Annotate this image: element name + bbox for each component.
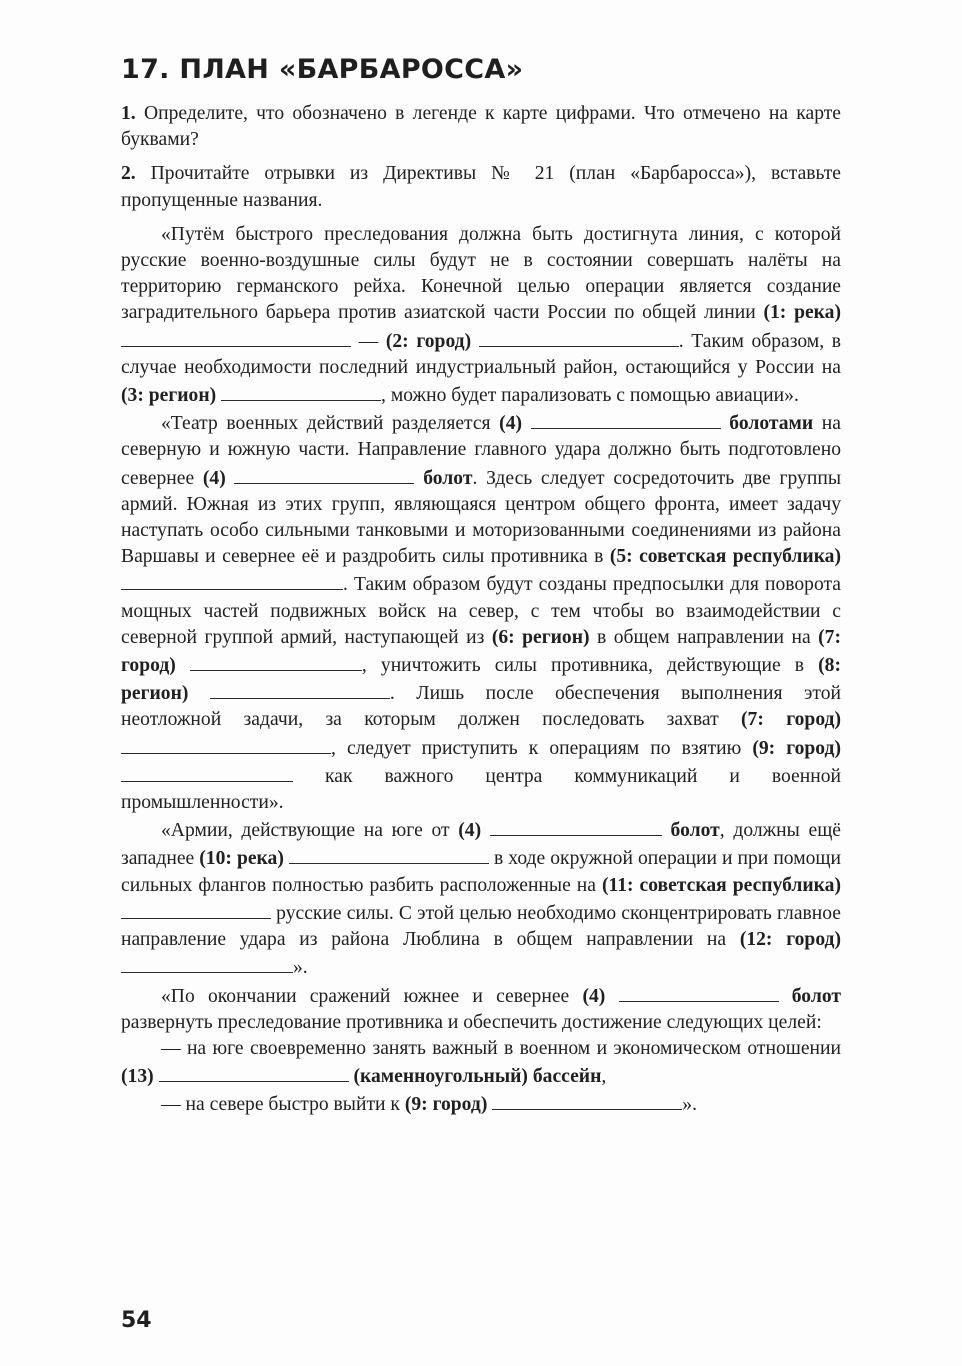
fill-blank[interactable] xyxy=(210,679,390,699)
quote-text: — xyxy=(351,330,386,352)
blank-hint: (6: регион) xyxy=(491,626,590,648)
quote-text: на северную и южную части. Направление главного удара должно быть подготовлено севернее xyxy=(121,413,841,489)
blank-hint: (10: река) xyxy=(199,848,284,870)
quote-text: ». xyxy=(682,1094,697,1116)
quote-keyword: болотами xyxy=(729,413,814,435)
quote-text: в общем направлении на xyxy=(589,626,819,648)
task-text: Определите, что обозначено в легенде к карте цифрами. Что отмечено на карте буквами? xyxy=(121,103,841,151)
task-number: 1. xyxy=(121,103,136,124)
fill-blank[interactable] xyxy=(121,327,351,347)
fill-blank[interactable] xyxy=(190,651,362,671)
task-2 xyxy=(121,161,841,213)
quote-text: «По окончании сражений южнее и севернее xyxy=(161,985,583,1007)
fill-blank[interactable] xyxy=(121,899,271,919)
quote-paragraph-3 xyxy=(121,816,841,981)
blank-hint: (2: город) xyxy=(385,330,472,352)
fill-blank[interactable] xyxy=(121,570,343,590)
fill-blank[interactable] xyxy=(289,844,489,864)
quote-text: . Таким образом будут созданы предпосылки для поворота мощных частей подвижных войск на север, с тем чтобы во взаимодействии с северной группой армий, наступающей из xyxy=(121,574,841,648)
quote-keyword: болот xyxy=(670,820,720,842)
quote-text: , можно будет парализовать с помощью авиации». xyxy=(381,385,799,407)
page-content xyxy=(121,101,841,1119)
quote-text: , должны ещё западнее xyxy=(121,820,841,870)
blank-hint: (5: советская республика) xyxy=(609,546,842,568)
blank-hint: (7: город) xyxy=(741,709,841,731)
task-number: 2. xyxy=(121,163,136,185)
blank-hint: (8: регион) xyxy=(121,655,841,705)
blank-hint: (12: город) xyxy=(739,929,841,951)
blank-hint: (7: город) xyxy=(121,626,841,677)
fill-blank[interactable] xyxy=(619,982,779,1002)
section-title: 17. ПЛАН «БАРБАРОССА» xyxy=(121,54,524,85)
quote-text: , xyxy=(601,1066,607,1088)
quote-text: . Лишь после обеспечения выполнения этой неотложной задачи, за которым должен последовать захват xyxy=(121,683,841,731)
quote-keyword: болот xyxy=(791,985,841,1007)
goal-item-south xyxy=(121,1036,841,1090)
blank-hint: (3: регион) xyxy=(121,385,217,407)
fill-blank[interactable] xyxy=(121,953,293,973)
fill-blank[interactable] xyxy=(479,327,679,347)
fill-blank[interactable] xyxy=(492,1090,682,1110)
quote-text: как важного центра коммуникаций и военной промышленности». xyxy=(121,765,841,814)
blank-hint: (4) xyxy=(499,413,523,435)
goal-item-north xyxy=(121,1090,841,1118)
fill-blank[interactable] xyxy=(121,762,293,782)
fill-blank[interactable] xyxy=(234,464,414,484)
blank-hint: (9: город) xyxy=(404,1094,488,1116)
quote-text: , уничтожить силы противника, действующие в xyxy=(361,655,819,677)
quote-text: «Театр военных действий разделяется xyxy=(161,413,500,435)
blank-hint: (4) xyxy=(458,820,482,842)
blank-hint: (9: город) xyxy=(752,737,841,759)
quote-text: в ходе окружной операции и при помощи сильных флангов полностью разбить расположенные на xyxy=(121,848,842,896)
blank-hint: (1: река) xyxy=(763,302,841,324)
fill-blank[interactable] xyxy=(121,734,331,754)
quote-text: русские силы. С этой целью необходимо сконцентрировать главное направление удара из района Люблина в общем направлении на xyxy=(121,902,841,951)
quote-text: ». xyxy=(293,957,308,979)
blank-hint: (4) xyxy=(582,985,606,1007)
quote-paragraph-4 xyxy=(121,982,841,1036)
quote-text: — на юге своевременно занять важный в военном и экономическом отношении xyxy=(161,1037,841,1059)
fill-blank[interactable] xyxy=(531,409,721,429)
quote-paragraph-1 xyxy=(121,222,841,409)
blank-hint: (11: советская республика) xyxy=(601,874,841,896)
quote-text: . Здесь следует сосредоточить две группы армий. Южная из этих групп, являющаяся центром общего фронта, имеет задачу наступать особо сильными танковыми и моторизованными соединениями из района Варшавы и севернее её и раздробить силы противника в xyxy=(121,467,841,568)
task-1 xyxy=(121,101,841,153)
quote-text: — на севере быстро выйти к xyxy=(161,1094,405,1116)
quote-text: , следует приступить к операциям по взятию xyxy=(331,737,753,759)
quote-paragraph-2 xyxy=(121,409,841,816)
quote-keyword: (каменноугольный) бассейн xyxy=(353,1066,602,1088)
quote-text: «Армии, действующие на юге от xyxy=(161,820,459,842)
fill-blank[interactable] xyxy=(221,381,381,401)
fill-blank[interactable] xyxy=(159,1062,349,1082)
quote-text: развернуть преследование противника и обеспечить достижение следующих целей: xyxy=(121,1011,822,1033)
quote-keyword: болот xyxy=(423,467,473,489)
fill-blank[interactable] xyxy=(490,816,662,836)
quote-text: «Путём быстрого преследования должна быть достигнута линия, с которой русские военно-воздушные силы будут не в состоянии совершать налёты на территорию германского рейха. Конечной целью операции является создание заградительного барьера против азиатской части России по общей линии xyxy=(121,223,841,324)
quote-text: . Таким образом, в случае необходимости последний индустриальный район, остающийся у России на xyxy=(121,330,841,378)
blank-hint: (4) xyxy=(202,467,226,489)
blank-hint: (13) xyxy=(121,1066,154,1088)
task-text: Прочитайте отрывки из Директивы № 21 (план «Барбаросса»), вставьте пропущенные названия. xyxy=(121,163,841,211)
page-number: 54 xyxy=(121,1308,152,1333)
